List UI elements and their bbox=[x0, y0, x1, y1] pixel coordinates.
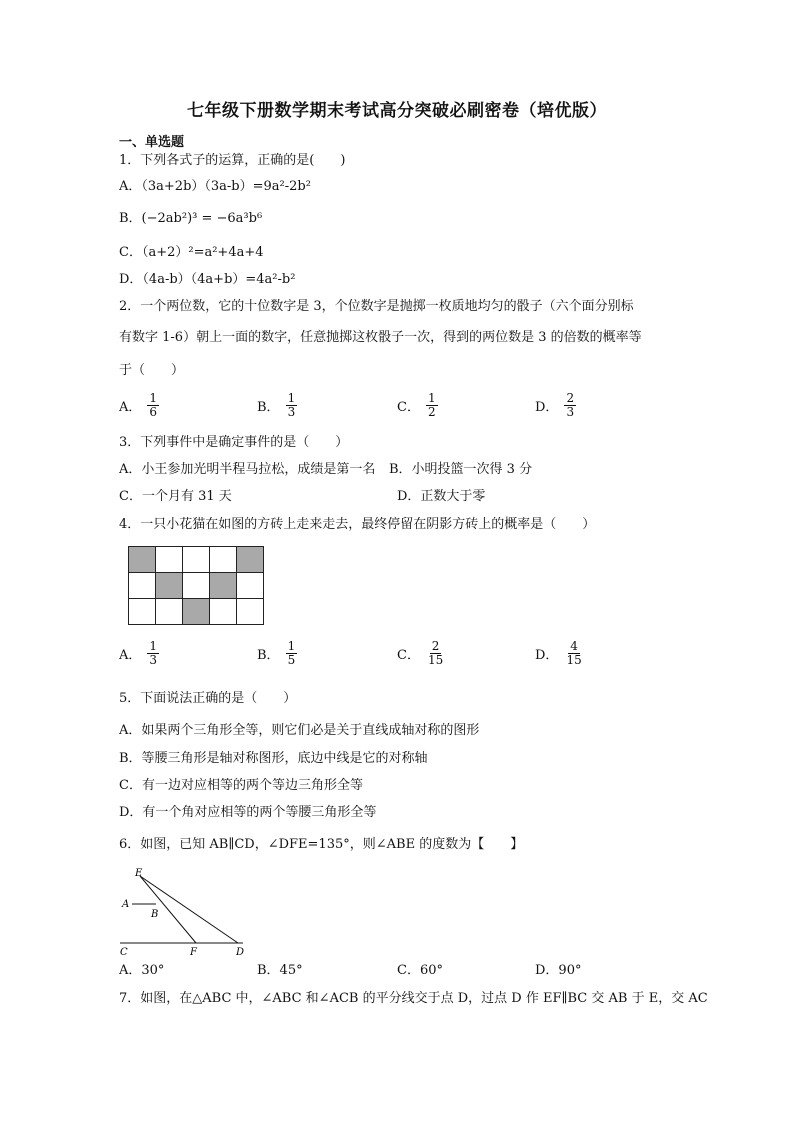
tile-grid bbox=[128, 546, 264, 625]
tile bbox=[210, 599, 237, 625]
fraction: $\frac{1}{3}$ bbox=[287, 391, 296, 419]
section-heading: 一、单选题 bbox=[119, 135, 185, 150]
tile-row bbox=[129, 573, 264, 599]
q3-option-c: C．一个月有 31 天 bbox=[119, 489, 232, 504]
q6-option-c: C．60° bbox=[397, 963, 443, 978]
q7-stem: 7．如图，在△ABC 中，∠ABC 和∠ACB 的平分线交于点 D，过点 D 作 EF∥BC 交 AB 于 E，交 AC bbox=[119, 991, 708, 1006]
q6-option-a: A．30° bbox=[119, 963, 165, 978]
q1-option-d: D．（4a-b）（4a+b）=4a²-b² bbox=[119, 272, 296, 287]
tile bbox=[156, 599, 183, 625]
fraction: $\frac{1}{6}$ bbox=[149, 391, 158, 419]
fraction: $\frac{1}{5}$ bbox=[287, 639, 296, 667]
q4-option-c: C． $\frac{2}{15}$ bbox=[397, 639, 444, 667]
q4-option-d: D． $\frac{4}{15}$ bbox=[535, 639, 582, 667]
q1-option-c: C．（a+2）²=a²+4a+4 bbox=[119, 245, 264, 260]
tile bbox=[183, 573, 210, 599]
q6-stem: 6．如图，已知 AB∥CD，∠DFE=135°，则∠ABE 的度数为【 】 bbox=[119, 837, 524, 852]
point-label-f: F bbox=[190, 947, 197, 958]
tile bbox=[237, 599, 264, 625]
q6-option-d: D．90° bbox=[535, 963, 582, 978]
q2-option-c: C． $\frac{1}{2}$ bbox=[397, 391, 436, 419]
q1-option-a: A．（3a+2b）（3a-b）=9a²-2b² bbox=[119, 179, 311, 194]
q6-option-b: B．45° bbox=[257, 963, 303, 978]
point-label-b: B bbox=[151, 909, 159, 920]
q2-option-b: B． $\frac{1}{3}$ bbox=[257, 391, 296, 419]
shaded-tile bbox=[156, 573, 183, 599]
q4-options bbox=[119, 640, 679, 674]
q2-stem-line3: 于（ ） bbox=[119, 363, 185, 378]
q3-option-b: B．小明投篮一次得 3 分 bbox=[389, 462, 533, 477]
q2-stem-line2: 有数字 1-6）朝上一面的数字，任意抛掷这枚骰子一次，得到的两位数是 3 的倍数的概率等 bbox=[119, 330, 642, 345]
fraction: $\frac{1}{2}$ bbox=[427, 391, 436, 419]
q3-stem: 3．下列事件中是确定事件的是（ ） bbox=[119, 435, 349, 450]
shaded-tile bbox=[210, 573, 237, 599]
tile bbox=[129, 573, 156, 599]
tile bbox=[210, 547, 237, 573]
shaded-tile bbox=[237, 547, 264, 573]
fraction: $\frac{2}{15}$ bbox=[427, 639, 444, 667]
q3-option-a: A．小王参加光明半程马拉松，成绩是第一名 bbox=[119, 462, 376, 477]
point-label-e: E bbox=[135, 868, 143, 879]
point-label-d: D bbox=[236, 947, 245, 958]
q4-option-b: B． $\frac{1}{5}$ bbox=[257, 639, 296, 667]
q3-option-d: D．正数大于零 bbox=[397, 489, 486, 504]
q2-option-a: A． $\frac{1}{6}$ bbox=[119, 391, 158, 419]
q2-option-d: D． $\frac{2}{3}$ bbox=[535, 391, 575, 419]
q1-option-b: B．(−2ab²)³ = −6a³b⁶ bbox=[119, 211, 263, 226]
tile bbox=[129, 599, 156, 625]
q2-stem-line1: 2．一个两位数，它的十位数字是 3，个位数字是抛掷一枚质地均匀的骰子（六个面分别标 bbox=[119, 299, 634, 314]
tile-row bbox=[129, 547, 264, 573]
segment-ef bbox=[140, 876, 196, 943]
q2-options bbox=[119, 392, 679, 426]
tile bbox=[156, 547, 183, 573]
q4-option-a: A． $\frac{1}{3}$ bbox=[119, 639, 158, 667]
q1-stem: 1．下列各式子的运算，正确的是( ) bbox=[119, 153, 346, 168]
q4-stem: 4．一只小花猫在如图的方砖上走来走去，最终停留在阴影方砖上的概率是（ ） bbox=[119, 517, 596, 532]
q5-option-b: B．等腰三角形是轴对称图形，底边中线是它的对称轴 bbox=[119, 751, 428, 766]
q5-option-a: A．如果两个三角形全等，则它们必是关于直线成轴对称的图形 bbox=[119, 723, 480, 738]
tile bbox=[183, 547, 210, 573]
point-label-c: C bbox=[120, 947, 128, 958]
fraction: $\frac{4}{15}$ bbox=[566, 639, 582, 667]
q5-stem: 5．下面说法正确的是（ ） bbox=[119, 691, 297, 706]
q5-option-d: D．有一个角对应相等的两个等腰三角形全等 bbox=[119, 805, 377, 820]
fraction: $\frac{1}{3}$ bbox=[149, 639, 158, 667]
fraction: $\frac{2}{3}$ bbox=[566, 391, 575, 419]
shaded-tile bbox=[183, 599, 210, 625]
point-label-a: A bbox=[122, 899, 130, 910]
tile bbox=[237, 573, 264, 599]
shaded-tile bbox=[129, 547, 156, 573]
tile-row bbox=[129, 599, 264, 625]
geometry-figure bbox=[118, 866, 253, 958]
q5-option-c: C．有一边对应相等的两个等边三角形全等 bbox=[119, 778, 363, 793]
page-title: 七年级下册数学期末考试高分突破必刷密卷（培优版） bbox=[187, 101, 607, 121]
